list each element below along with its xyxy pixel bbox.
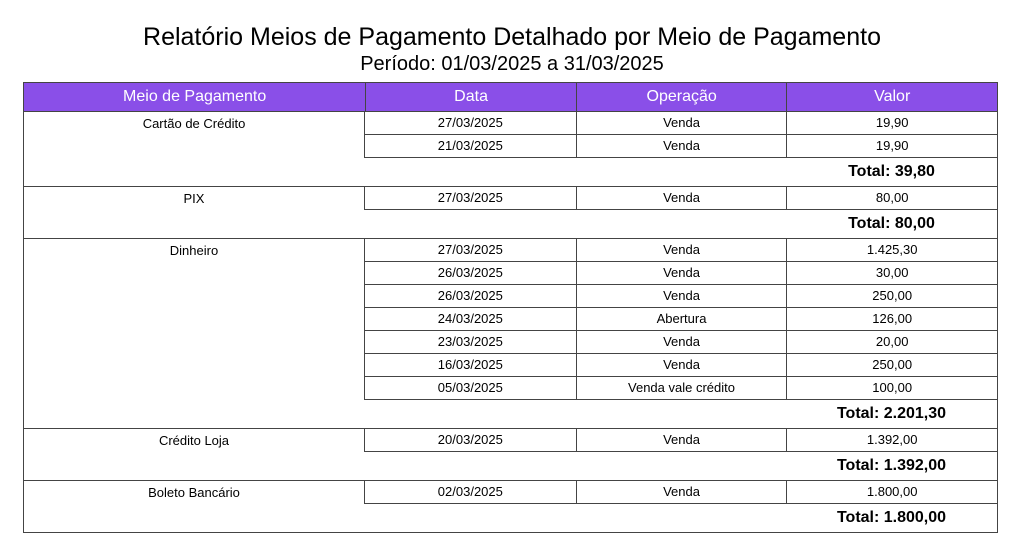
column-header-date: Data — [365, 83, 576, 111]
cell-value: 80,00 — [786, 187, 997, 209]
cell-value: 19,90 — [786, 135, 997, 157]
cell-value: 1.800,00 — [786, 481, 997, 503]
total-spacer — [364, 400, 786, 428]
group-total: Total: 1.392,00 — [836, 457, 947, 474]
table-row — [364, 285, 997, 308]
total-spacer — [364, 210, 786, 238]
column-header-operation: Operação — [576, 83, 787, 111]
cell-operation: Venda — [576, 239, 787, 261]
report-title: Relatório Meios de Pagamento Detalhado por Meio de Pagamento — [143, 23, 881, 51]
cell-value: 1.392,00 — [786, 429, 997, 451]
group-total-row — [364, 400, 997, 428]
cell-value: 250,00 — [786, 354, 997, 376]
table-row — [364, 262, 997, 285]
report-table — [23, 82, 998, 533]
cell-date: 02/03/2025 — [437, 484, 503, 499]
cell-value: 100,00 — [786, 377, 997, 399]
column-header-payment-method: Meio de Pagamento — [123, 88, 267, 105]
cell-date: 26/03/2025 — [437, 288, 503, 303]
report-period: Período: 01/03/2025 a 31/03/2025 — [360, 53, 664, 75]
cell-date: 23/03/2025 — [437, 334, 503, 349]
payment-method-name: Crédito Loja — [158, 433, 230, 448]
total-spacer — [364, 158, 786, 186]
report-groups — [23, 112, 998, 533]
cell-value: 250,00 — [786, 285, 997, 307]
cell-date: 16/03/2025 — [437, 357, 503, 372]
payment-method-group — [23, 429, 998, 481]
group-total-row — [364, 504, 997, 532]
group-rows — [364, 239, 997, 428]
cell-date: 27/03/2025 — [437, 115, 503, 130]
cell-operation: Venda — [576, 331, 787, 353]
cell-operation: Venda — [576, 481, 787, 503]
cell-date: 05/03/2025 — [437, 380, 503, 395]
payment-method-group — [23, 239, 998, 429]
group-rows — [364, 481, 997, 532]
cell-date: 21/03/2025 — [437, 138, 503, 153]
cell-operation: Abertura — [576, 308, 787, 330]
group-total: Total: 2.201,30 — [836, 405, 947, 422]
cell-operation: Venda — [576, 429, 787, 451]
total-spacer — [364, 452, 786, 480]
cell-value: 19,90 — [786, 112, 997, 134]
group-total-row — [364, 158, 997, 186]
table-row — [364, 112, 997, 135]
table-row — [364, 187, 997, 210]
payment-method-name: Dinheiro — [169, 243, 219, 258]
payment-method-name: Cartão de Crédito — [142, 116, 246, 131]
column-header-value: Valor — [786, 83, 997, 111]
group-total: Total: 80,00 — [848, 215, 935, 232]
cell-date: 24/03/2025 — [437, 311, 503, 326]
table-row — [364, 377, 997, 400]
table-row — [364, 331, 997, 354]
cell-operation: Venda — [576, 135, 787, 157]
table-row — [364, 308, 997, 331]
group-total-row — [364, 210, 997, 238]
cell-value: 20,00 — [786, 331, 997, 353]
table-header — [23, 82, 998, 112]
cell-operation: Venda — [576, 187, 787, 209]
group-total-row — [364, 452, 997, 480]
payment-method-name: PIX — [183, 191, 205, 206]
payment-method-group — [23, 481, 998, 533]
cell-operation: Venda — [576, 354, 787, 376]
cell-value: 30,00 — [786, 262, 997, 284]
table-row — [364, 239, 997, 262]
group-total: Total: 1.800,00 — [836, 509, 947, 526]
cell-operation: Venda — [576, 285, 787, 307]
cell-date: 26/03/2025 — [437, 265, 503, 280]
cell-operation: Venda — [576, 112, 787, 134]
cell-date: 27/03/2025 — [437, 190, 503, 205]
cell-value: 1.425,30 — [786, 239, 997, 261]
table-row — [364, 354, 997, 377]
cell-date: 27/03/2025 — [437, 242, 503, 257]
table-row — [364, 429, 997, 452]
group-rows — [364, 429, 997, 480]
group-rows — [364, 112, 997, 186]
cell-date: 20/03/2025 — [437, 432, 503, 447]
cell-value: 126,00 — [786, 308, 997, 330]
payment-method-group — [23, 112, 998, 187]
cell-operation: Venda vale crédito — [576, 377, 787, 399]
cell-operation: Venda — [576, 262, 787, 284]
group-total: Total: 39,80 — [848, 163, 935, 180]
group-rows — [364, 187, 997, 238]
payment-method-group — [23, 187, 998, 239]
table-row — [364, 481, 997, 504]
total-spacer — [364, 504, 786, 532]
payment-method-name: Boleto Bancário — [148, 485, 240, 500]
table-row — [364, 135, 997, 158]
